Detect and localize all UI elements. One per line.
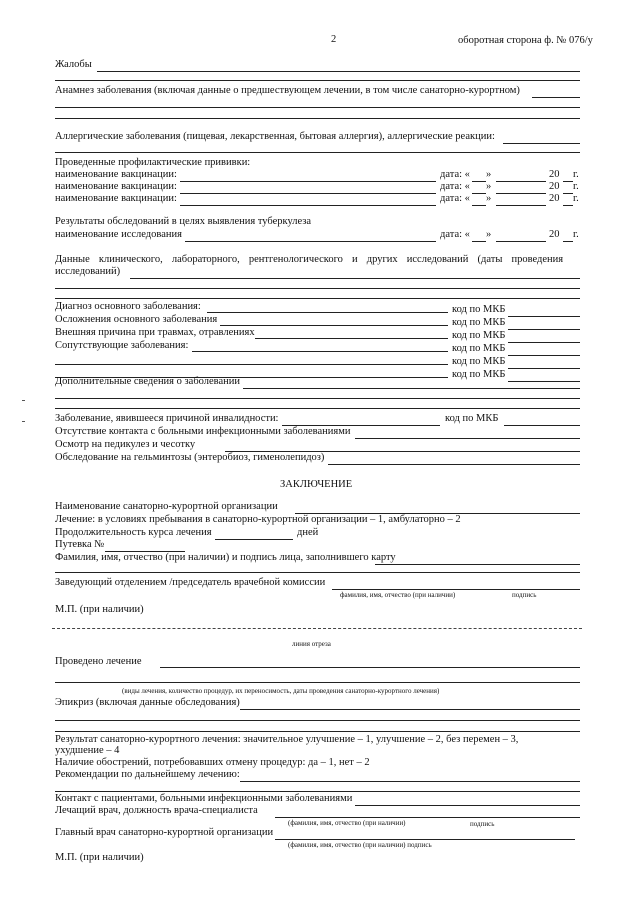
date-label: дата: « <box>440 169 470 180</box>
mkb-code-field[interactable] <box>504 425 580 426</box>
vaccination-name-field[interactable] <box>180 181 436 182</box>
fio-signature-caption: (фамилия, имя, отчество (при наличии) подпись <box>288 841 432 849</box>
patient-contact-field[interactable] <box>355 805 580 806</box>
mkb-code-label: код по МКБ <box>452 317 506 328</box>
allergy-field[interactable] <box>503 143 580 144</box>
tb-title: Результаты обследований в целях выявления туберкулеза <box>55 216 312 227</box>
page-number: 2 <box>331 34 337 45</box>
attending-doctor-label: Лечащий врач, должность врача-специалиста <box>55 805 258 816</box>
external-cause-label: Внешняя причина при травмах, отравлениях <box>55 327 255 338</box>
year-suffix: г. <box>573 193 579 204</box>
date-month-field[interactable] <box>496 205 546 206</box>
tb-name-label: наименование исследования <box>55 229 182 240</box>
extra-info-line-3[interactable] <box>55 408 580 409</box>
anamnesis-label: Анамнез заболевания (включая данные о предшествующем лечении, в том числе санаторно-курортном) <box>55 85 520 96</box>
date-label: дата: « <box>440 229 470 240</box>
vaccination-name-field[interactable] <box>180 205 436 206</box>
scan-mark <box>22 400 25 401</box>
vaccination-name-label: наименование вакцинации: <box>55 169 177 180</box>
mkb-code-field[interactable] <box>508 342 580 343</box>
course-duration-field[interactable] <box>215 539 293 540</box>
stamp-label-bottom: М.П. (при наличии) <box>55 852 144 863</box>
mkb-code-field[interactable] <box>508 316 580 317</box>
filled-by-field[interactable] <box>375 564 580 565</box>
mkb-code-field[interactable] <box>508 381 580 382</box>
chief-doctor-field[interactable] <box>275 839 575 840</box>
mkb-code-label: код по МКБ <box>452 343 506 354</box>
complication-field[interactable] <box>220 325 448 326</box>
extra-info-field[interactable] <box>243 388 580 389</box>
fio-caption: фамилия, имя, отчество (при наличии) <box>340 591 456 599</box>
complaints-line-2[interactable] <box>55 80 580 81</box>
recommendations-label: Рекомендации по дальнейшему лечению: <box>55 769 240 780</box>
clinical-field[interactable] <box>130 278 580 279</box>
cut-line <box>52 628 582 629</box>
patient-contact-label: Контакт с пациентами, больными инфекционными заболеваниями <box>55 793 353 804</box>
disability-label: Заболевание, явившееся причиной инвалидности: <box>55 413 279 424</box>
cut-line-label: линия отреза <box>292 640 331 648</box>
main-diagnosis-field[interactable] <box>207 312 448 313</box>
vaccination-name-label: наименование вакцинации: <box>55 181 177 192</box>
recommendations-field[interactable] <box>240 781 580 782</box>
complaints-label: Жалобы <box>55 59 92 70</box>
date-quote: » <box>486 229 492 240</box>
lice-exam-label: Осмотр на педикулез и чесотку <box>55 439 196 450</box>
anamnesis-line-3[interactable] <box>55 118 580 119</box>
epicrisis-field[interactable] <box>240 709 580 710</box>
date-label: дата: « <box>440 193 470 204</box>
year-prefix: 20 <box>549 169 560 180</box>
allergy-label: Аллергические заболевания (пищевая, лекарственная, бытовая аллергия), аллергические реакции: <box>55 131 495 142</box>
external-cause-field[interactable] <box>255 338 448 339</box>
year-suffix: г. <box>573 169 579 180</box>
voucher-label: Путевка № <box>55 539 105 550</box>
form-reference: оборотная сторона ф. № 076/у <box>458 35 593 46</box>
date-quote: » <box>486 181 492 192</box>
scan-mark <box>22 421 25 422</box>
filled-by-line-2[interactable] <box>55 572 580 573</box>
treatment-kinds-caption: (виды лечения, количество процедур, их переносимость, даты проведения санаторно-курортного лечения) <box>122 687 440 695</box>
extra-info-label: Дополнительные сведения о заболевании <box>55 376 241 387</box>
recommendations-line-2[interactable] <box>55 791 580 792</box>
date-quote: » <box>486 169 492 180</box>
complication-label: Осложнения основного заболевания <box>55 314 218 325</box>
vaccination-name-field[interactable] <box>180 193 436 194</box>
chief-doctor-label: Главный врач санаторно-курортной организации <box>55 827 274 838</box>
treatment-done-field[interactable] <box>160 667 580 668</box>
head-of-department-label: Заведующий отделением /председатель врачебной комиссии <box>55 577 326 588</box>
fio-caption: (фамилия, имя, отчество (при наличии) <box>288 819 406 827</box>
tb-name-field[interactable] <box>185 241 436 242</box>
epicrisis-line-2[interactable] <box>55 720 580 721</box>
comorbid-field[interactable] <box>192 351 448 352</box>
result-label-line-2: ухудшение – 4 <box>55 745 120 756</box>
helminth-exam-field[interactable] <box>328 464 580 465</box>
mkb-code-label: код по МКБ <box>445 413 499 424</box>
mkb-code-label: код по МКБ <box>452 304 506 315</box>
mkb-code-label: код по МКБ <box>452 369 506 380</box>
date-day-field[interactable] <box>472 181 486 182</box>
complaints-field[interactable] <box>97 71 580 72</box>
mkb-code-field[interactable] <box>508 329 580 330</box>
section-divider <box>55 298 580 299</box>
date-month-field[interactable] <box>496 193 546 194</box>
date-label: дата: « <box>440 181 470 192</box>
stamp-label: М.П. (при наличии) <box>55 604 144 615</box>
main-diagnosis-label: Диагноз основного заболевания: <box>55 301 201 312</box>
course-duration-label: Продолжительность курса лечения <box>55 527 212 538</box>
vaccination-title: Проведенные профилактические прививки: <box>55 157 251 168</box>
filled-by-label: Фамилия, имя, отчество (при наличии) и подпись лица, заполнившего карту <box>55 552 396 563</box>
contact-absence-label: Отсутствие контакта с больными инфекционными заболеваниями <box>55 426 351 437</box>
exacerbation-label: Наличие обострений, потребовавших отмену процедур: да – 1, нет – 2 <box>55 757 370 768</box>
comorbid-label: Сопутствующие заболевания: <box>55 340 189 351</box>
date-year-field[interactable] <box>563 241 573 242</box>
date-year-field[interactable] <box>563 193 573 194</box>
treatment-mode-label: Лечение: в условиях пребывания в санаторно-курортной организации – 1, амбулаторно – 2 <box>55 514 461 525</box>
anamnesis-field[interactable] <box>532 97 580 98</box>
year-prefix: 20 <box>549 193 560 204</box>
date-year-field[interactable] <box>563 205 573 206</box>
year-suffix: г. <box>573 181 579 192</box>
signature-caption: подпись <box>512 591 537 599</box>
date-month-field[interactable] <box>496 181 546 182</box>
date-day-field[interactable] <box>472 193 486 194</box>
allergy-line-2[interactable] <box>55 152 580 153</box>
date-quote: » <box>486 193 492 204</box>
date-day-field[interactable] <box>472 241 486 242</box>
anamnesis-line-2[interactable] <box>55 107 580 108</box>
signature-caption: подпись <box>470 820 495 828</box>
date-year-field[interactable] <box>563 181 573 182</box>
org-name-label: Наименование санаторно-курортной организации <box>55 501 278 512</box>
contact-absence-field[interactable] <box>355 438 580 439</box>
date-month-field[interactable] <box>496 241 546 242</box>
days-label: дней <box>297 527 319 538</box>
mkb-code-field[interactable] <box>508 355 580 356</box>
conclusion-title: ЗАКЛЮЧЕНИЕ <box>280 479 353 490</box>
epicrisis-line-3[interactable] <box>55 731 580 732</box>
treatment-done-label: Проведено лечение <box>55 656 142 667</box>
year-suffix: г. <box>573 229 579 240</box>
treatment-done-line-2[interactable] <box>55 682 580 683</box>
head-of-department-field[interactable] <box>332 589 580 590</box>
mkb-code-field[interactable] <box>508 368 580 369</box>
attending-doctor-field[interactable] <box>275 817 580 818</box>
clinical-label-line-1: Данные клинического, лабораторного, рентгенологического и других исследований (даты проведения <box>55 254 564 265</box>
clinical-label-line-2: исследований) <box>55 266 121 277</box>
clinical-line-2[interactable] <box>55 288 580 289</box>
result-label-line-1: Результат санаторно-курортного лечения: значительное улучшение – 1, улучшение – 2, без перемен – 3, <box>55 734 519 745</box>
vaccination-name-label: наименование вакцинации: <box>55 193 177 204</box>
date-day-field[interactable] <box>472 205 486 206</box>
mkb-code-label: код по МКБ <box>452 330 506 341</box>
epicrisis-label: Эпикриз (включая данные обследования) <box>55 697 240 708</box>
comorbid-line-2[interactable] <box>55 364 448 365</box>
year-prefix: 20 <box>549 181 560 192</box>
extra-info-line-2[interactable] <box>55 398 580 399</box>
helminth-exam-label: Обследование на гельминтозы (энтеробиоз, гименолепидоз) <box>55 452 325 463</box>
year-prefix: 20 <box>549 229 560 240</box>
mkb-code-label: код по МКБ <box>452 356 506 367</box>
